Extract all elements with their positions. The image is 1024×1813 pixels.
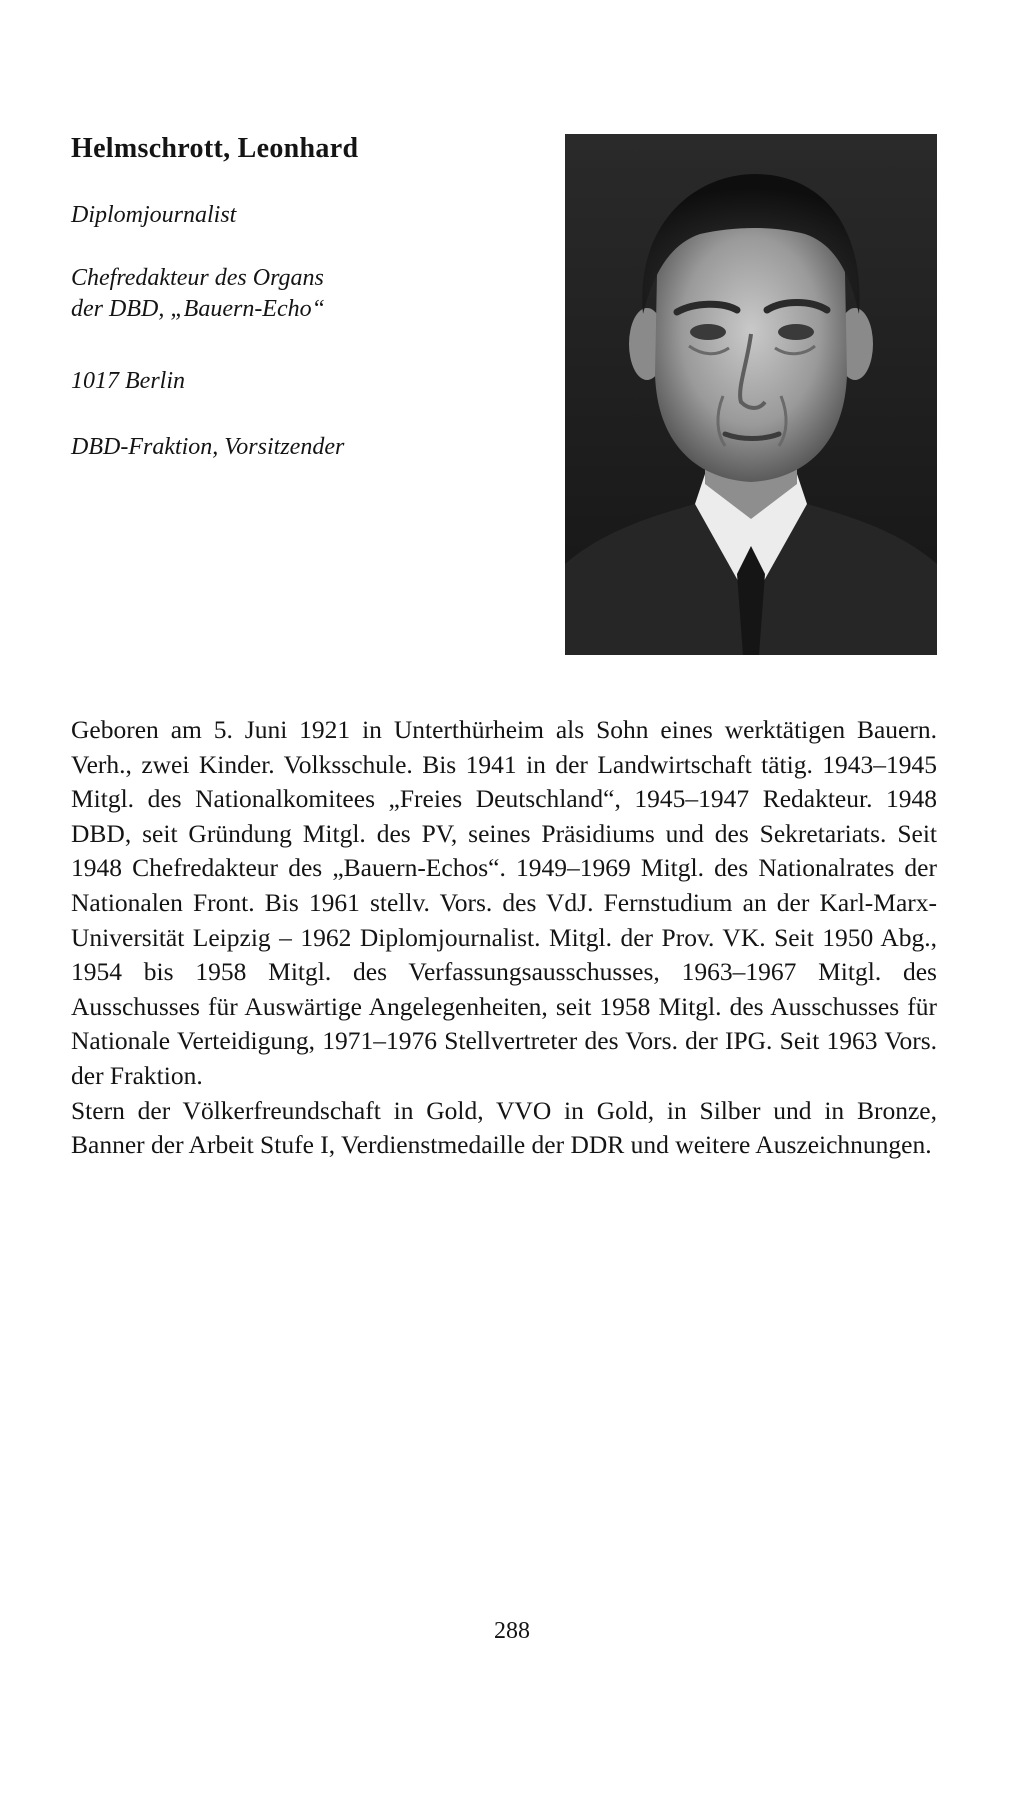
occupation	[71, 200, 236, 231]
position	[71, 263, 325, 325]
biography-paragraph-awards: Stern der Völkerfreundschaft in Gold, VVO in Gold, in Silber und in Bronze, Banner der Arbeit Stufe I, Verdienstmedaille der DDR und weitere Auszeichnungen.	[71, 1095, 937, 1160]
position-line-2: der DBD, „Bauern-Echo“	[71, 296, 325, 322]
biography	[71, 713, 937, 1163]
person-name: Helmschrott, Leonhard	[71, 133, 359, 164]
biography-paragraph-career: Geboren am 5. Juni 1921 in Unterthürheim als Sohn eines werktätigen Bauern. Verh., zwei Kinder. Volksschule. Bis 1941 in der Landwirtschaft tätig. 1943–1945 Mitgl. des Nationalkomitees „Freies Deutschland“, 1945–1947 Redakteur. 1948 DBD, seit Gründung Mitgl. des PV, seines Präsidiums und des Sekretariats. Seit 1948 Chefredakteur des „Bauern-Echos“. 1949–1969 Mitgl. des Nationalrates der Nationalen Front. Bis 1961 stellv. Vors. des VdJ. Fernstudium an der Karl-Marx-Universität Leipzig – 1962 Diplomjournalist. Mitgl. der Prov. VK. Seit 1950 Abg., 1954 bis 1958 Mitgl. des Verfassungsausschusses, 1963–1967 Mitgl. des Ausschusses für Auswärtige Angelegenheiten, seit 1958 Mitgl. des Ausschusses für Nationale Verteidigung, 1971–1976 Stellvertreter des Vors. der IPG. Seit 1963 Vors. der Fraktion.	[71, 715, 937, 1090]
position-line-1: Chefredakteur des Organs	[71, 265, 324, 291]
faction	[71, 432, 344, 463]
page-number: 288	[494, 1618, 530, 1644]
portrait-illustration	[565, 134, 937, 655]
person-portrait-photo	[565, 134, 937, 655]
faction-text: DBD-Fraktion, Vorsitzender	[71, 434, 345, 460]
location-text: 1017 Berlin	[71, 368, 185, 394]
location	[71, 366, 185, 397]
occupation-text: Diplomjournalist	[71, 202, 237, 228]
